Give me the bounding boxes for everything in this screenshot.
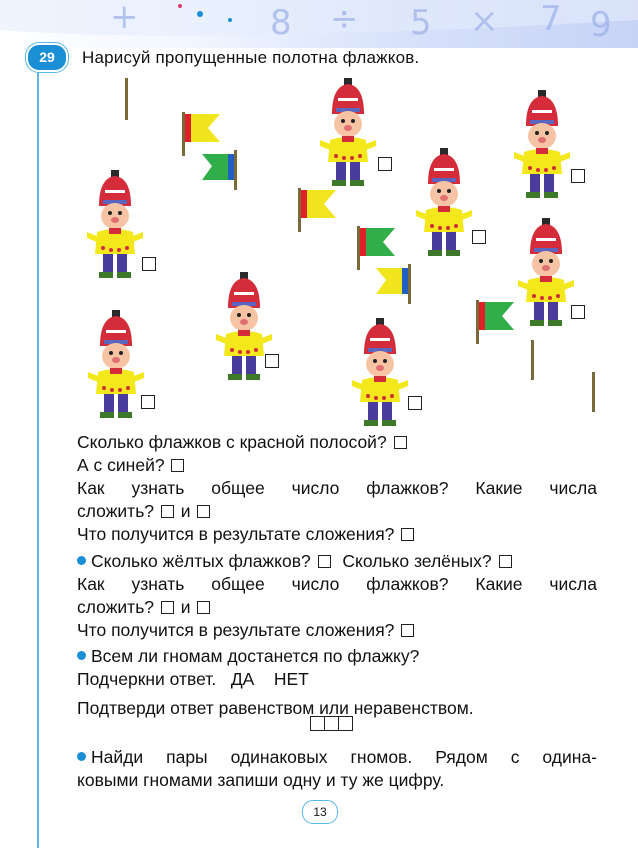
empty-flag-stick [125, 78, 128, 120]
answer-box[interactable] [408, 396, 422, 410]
answer-box[interactable] [161, 601, 174, 614]
question-text: сложить? [77, 597, 155, 617]
question-line [77, 746, 597, 769]
answer-box[interactable] [171, 459, 184, 472]
svg-text:×: × [470, 1, 499, 41]
gnome [512, 90, 574, 202]
question-text: Подтверди ответ равенством или неравенством. [77, 698, 474, 718]
answer-box[interactable] [142, 257, 156, 271]
answer-box[interactable] [338, 716, 353, 731]
green-flag-blue-stripe [198, 148, 246, 198]
bullet-icon [77, 651, 86, 660]
answer-yes[interactable]: ДА [230, 669, 255, 689]
question-text: Сколько жёлтых флажков? [91, 551, 311, 571]
question-text: Сколько зелёных? [342, 551, 492, 571]
page-number: 13 [302, 800, 338, 824]
question-text: Что получится в результате сложения? [77, 524, 395, 544]
green-flag-red-stripe [474, 298, 522, 348]
question-text: ковыми гномами запиши одну и ту же цифру. [77, 770, 445, 790]
bullet-icon [77, 556, 86, 565]
answer-box[interactable] [197, 505, 210, 518]
question-line [77, 596, 597, 619]
question-text: Найди пары одинаковых гномов. Рядом с одина- [91, 747, 597, 767]
gnome [516, 218, 578, 330]
empty-flag-stick [592, 372, 595, 412]
question-line [77, 454, 597, 477]
question-text: Подчеркни ответ. [77, 669, 217, 689]
svg-text:+: + [110, 0, 139, 37]
gnome [86, 310, 148, 422]
question-line [77, 550, 597, 573]
svg-text:7: 7 [540, 0, 562, 39]
question-line [77, 668, 597, 691]
and-text: и [180, 501, 191, 521]
question-line [77, 645, 597, 668]
empty-flag-stick [531, 340, 534, 380]
question-line [77, 619, 597, 642]
answer-box[interactable] [571, 305, 585, 319]
svg-text:9: 9 [590, 5, 612, 45]
answer-box[interactable] [324, 716, 339, 731]
question-text: Что получится в результате сложения? [77, 620, 395, 640]
question-line [77, 431, 597, 454]
answer-box[interactable] [197, 601, 210, 614]
question-text: Как узнать общее число флажков? Какие числа [77, 478, 597, 498]
svg-text:8: 8 [270, 3, 292, 43]
answer-box[interactable] [141, 395, 155, 409]
answer-box[interactable] [161, 505, 174, 518]
svg-text:÷: ÷ [330, 0, 359, 39]
answer-box[interactable] [310, 716, 325, 731]
gnome [85, 170, 147, 282]
gnome [318, 78, 380, 190]
header-banner [0, 0, 638, 48]
question-text: Сколько флажков с красной полосой? [77, 432, 387, 452]
question-text: Как узнать общее число флажков? Какие числа [77, 574, 597, 594]
answer-box[interactable] [571, 169, 585, 183]
gnome [350, 318, 412, 430]
answer-no[interactable]: НЕТ [273, 669, 309, 689]
answer-box[interactable] [265, 354, 279, 368]
yellow-flag-blue-stripe [372, 262, 420, 312]
question-text: Всем ли гномам достанется по флажку? [91, 646, 420, 666]
answer-box[interactable] [378, 157, 392, 171]
svg-text:5: 5 [410, 3, 432, 43]
answer-box[interactable] [394, 436, 407, 449]
exercise-title: Нарисуй пропущенные полотна флажков. [82, 48, 420, 67]
yellow-flag-red-stripe [296, 186, 344, 236]
question-line [77, 500, 597, 523]
gnome [414, 148, 476, 260]
equation-boxes [311, 716, 353, 736]
question-text: А с синей? [77, 455, 165, 475]
question-text: сложить? [77, 501, 155, 521]
answer-box[interactable] [318, 555, 331, 568]
answer-box[interactable] [499, 555, 512, 568]
question-line [77, 523, 597, 546]
margin-line [37, 48, 39, 848]
answer-box[interactable] [472, 230, 486, 244]
and-text: и [180, 597, 191, 617]
answer-box[interactable] [401, 624, 414, 637]
exercise-number: 29 [26, 43, 68, 72]
answer-box[interactable] [401, 528, 414, 541]
bullet-icon [77, 752, 86, 761]
